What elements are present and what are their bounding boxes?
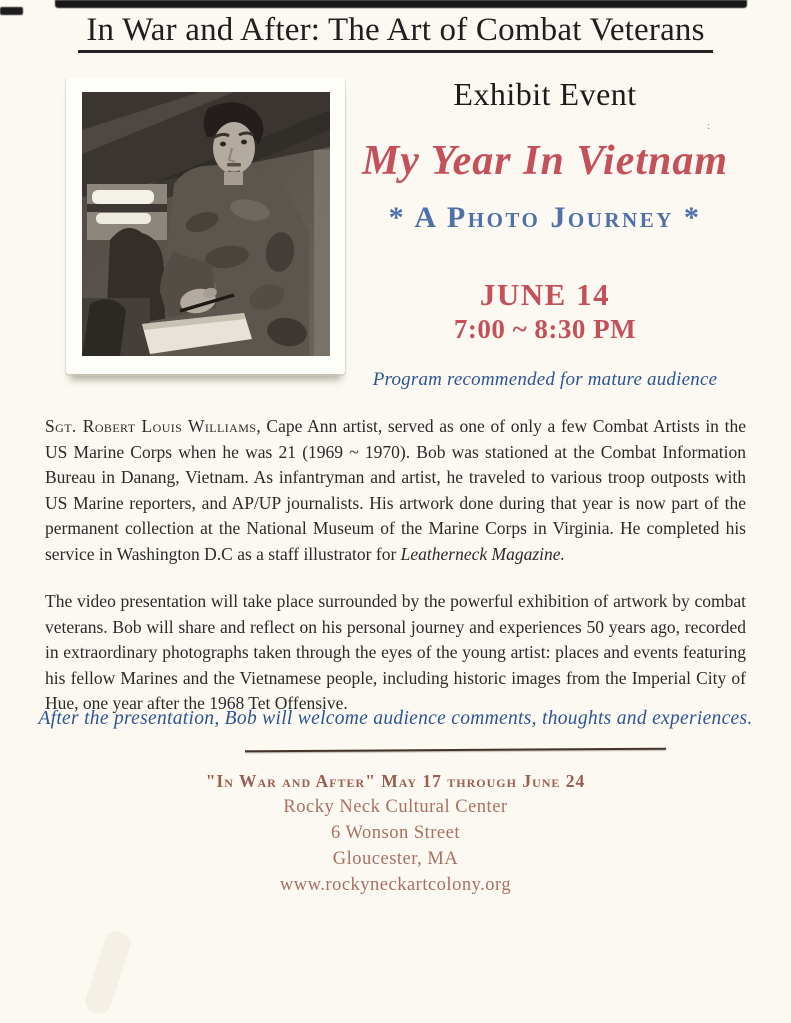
venue-city: Gloucester, MA [332,849,459,869]
event-title: My Year In Vietnam [361,138,729,184]
event-details [345,76,745,391]
soldier-sketching-photo-icon [82,92,330,356]
venue-footer [0,768,791,898]
exhibit-dates: "In War and After" May 17 through June 24 [205,771,586,791]
scan-artifact-smudge [83,928,134,1017]
page-title: In War and After: The Art of Combat Veterans [78,12,712,53]
audience-callout: After the presentation, Bob will welcome audience comments, thoughts and experiences. [38,708,753,729]
venue-address: 6 Wonson Street [331,823,460,843]
event-label: Exhibit Event [453,76,637,112]
venue-name: Rocky Neck Cultural Center [283,797,508,817]
presentation-paragraph: The video presentation will take place surrounded by the powerful exhibition of artwork by combat veterans. Bob will share and reflect on his personal journey and experiences 50 years ago, recorded in extraordinary photographs taken through the eyes of the young artist: places and events featuring his fellow Marines and the Vietnamese people, including historic images from the Imperial City of Hue, one year after the 1968 Tet Offensive. [45,591,746,713]
event-date: JUNE 14 [479,277,611,312]
scan-artifact-top-bar [55,0,747,8]
divider-rule [245,748,666,753]
event-subtitle: * A Photo Journey * [388,201,702,234]
magazine-name: Leatherneck Magazine. [400,543,565,564]
audience-notice: Program recommended for mature audience [372,369,718,390]
soldier-photo [66,78,345,374]
scan-artifact-speck: : [707,120,711,132]
bio-text: , Cape Ann artist, served as one of only a few Combat Artists in the US Marine Corps when he was 21 (1969 ~ 1970). Bob was stationed at the Combat Information Bureau in Danang, Vietnam. As infantryman and artist, he traveled to various troop outposts with US Marine reporters, and AP/UP journalists. His artwork done during that year is now part of the permanent collection at the National Museum of the Marine Corps in Virginia. He completed his service in Washington D.C as a staff illustrator for [45,416,746,564]
event-time: 7:00 ~ 8:30 PM [453,314,637,344]
header [0,12,791,53]
body-copy [45,414,746,739]
venue-website: www.rockyneckartcolony.org [279,875,512,895]
artist-name: Sgt. Robert Louis Williams [45,416,257,436]
bio-paragraph [45,414,746,567]
